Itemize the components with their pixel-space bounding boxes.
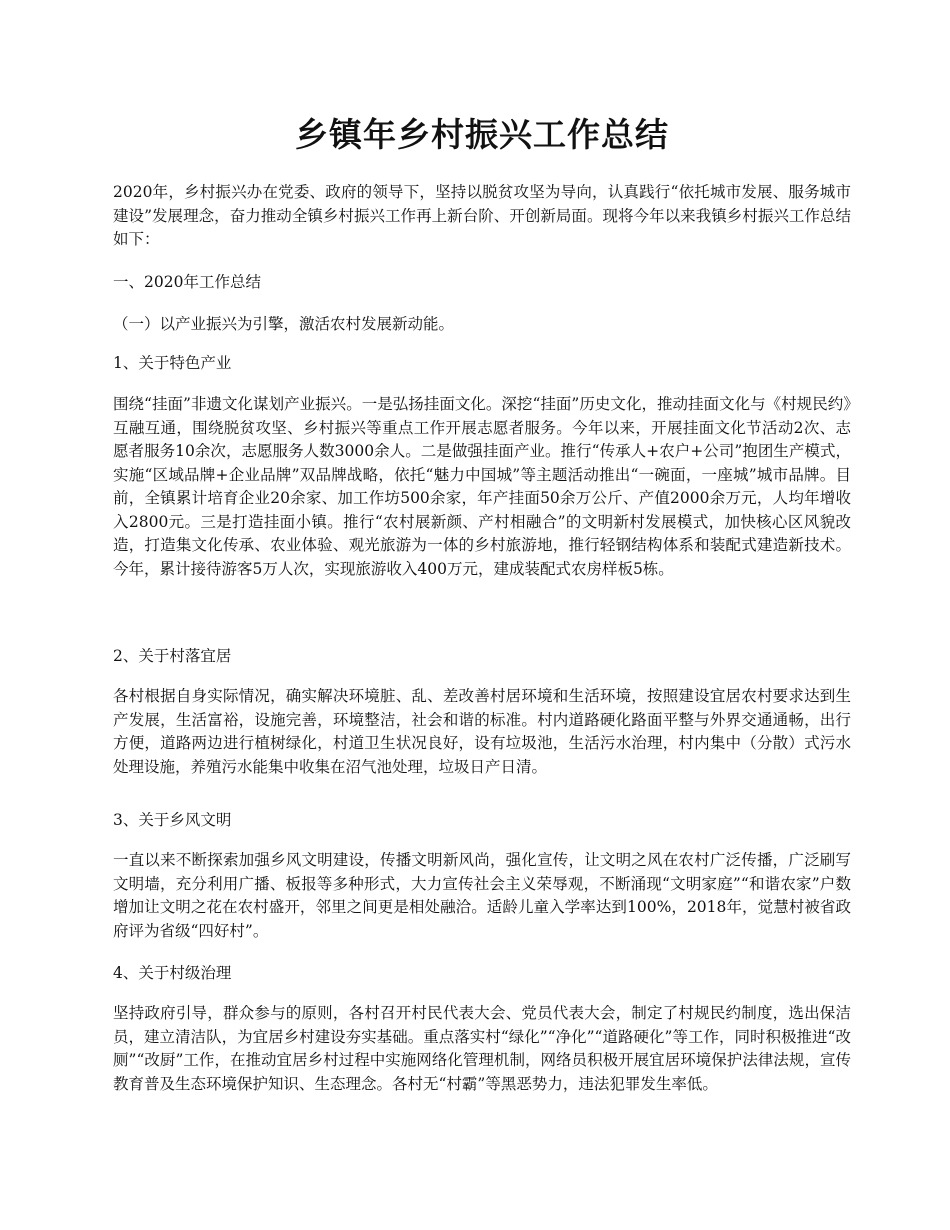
item-body-2: 各村根据自身实际情况，确实解决环境脏、乱、差改善村居环境和生活环境，按照建设宜居农村要求达到生产发展，生活富裕，设施完善，环境整洁，社会和谐的标准。村内道路硬化路面平整与外界交通通畅，出行方便，道路两边进行植树绿化，村道卫生状况良好，设有垃圾池，生活污水治理，村内集中（分散）式污水处理设施，养殖污水能集中收集在沼气池处理，垃圾日产日清。 bbox=[113, 687, 851, 776]
item-body-1: 围绕“挂面”非遗文化谋划产业振兴。一是弘扬挂面文化。深挖“挂面”历史文化，推动挂面文化与《村规民约》互融互通，围绕脱贫攻坚、乡村振兴等重点工作开展志愿者服务。今年以来，开展挂面文化节活动2次、志愿者服务10余次，志愿服务人数3000余人。二是做强挂面产业。推行“传承人+农户+公司”抱团生产模式，实施“区域品牌+企业品牌”双品牌战略，依托“魅力中国城”等主题活动推出“一碗面，一座城”城市品牌。目前，全镇累计培育企业20余家、加工作坊500余家，年产挂面50余万公斤、产值2000余万元，人均年增收入2800元。三是打造挂面小镇。推行“农村展新颜、产村相融合”的文明新村发展模式，加快核心区风貌改造，打造集文化传承、农业体验、观光旅游为一体的乡村旅游地，推行轻钢结构体系和装配式建造新技术。今年，累计接待游客5万人次，实现旅游收入400万元，建成装配式农房样板5栋。 bbox=[113, 395, 851, 578]
subsection-heading-1: （一）以产业振兴为引擎，激活农村发展新动能。 bbox=[113, 315, 455, 333]
item-heading-3: 3、关于乡风文明 bbox=[113, 811, 232, 829]
intro-paragraph: 2020年，乡村振兴办在党委、政府的领导下，坚持以脱贫攻坚为导向，认真践行“依托城市发展、服务城市建设”发展理念，奋力推动全镇乡村振兴工作再上新台阶、开创新局面。现将今年以来我镇乡村振兴工作总结如下： bbox=[113, 183, 851, 248]
document-title: 乡镇年乡村振兴工作总结 bbox=[295, 115, 669, 154]
item-body-4: 坚持政府引导，群众参与的原则，各村召开村民代表大会、党员代表大会，制定了村规民约制度，选出保洁员，建立清洁队，为宜居乡村建设夯实基础。重点落实村“绿化”“净化”“道路硬化”等工作，同时积极推进“改厕”“改厨”工作，在推动宜居乡村过程中实施网络化管理机制，网络员积极开展宜居环境保护法律法规，宣传教育普及生态环境保护知识、生态理念。各村无“村霸”等黑恶势力，违法犯罪发生率低。 bbox=[113, 1004, 851, 1093]
item-heading-4: 4、关于村级治理 bbox=[113, 964, 232, 982]
section-heading-1: 一、2020年工作总结 bbox=[113, 273, 261, 291]
item-heading-2: 2、关于村落宜居 bbox=[113, 647, 232, 665]
item-heading-1: 1、关于特色产业 bbox=[113, 354, 232, 372]
item-body-3: 一直以来不断探索加强乡风文明建设，传播文明新风尚，强化宣传，让文明之风在农村广泛传播，广泛刷写文明墙，充分利用广播、板报等多种形式，大力宣传社会主义荣辱观，不断涌现“文明家庭”“和谐农家”户数增加让文明之花在农村盛开，邻里之间更是相处融洽。适龄儿童入学率达到100%，2018年，觉慧村被省政府评为省级“四好村”。 bbox=[113, 851, 851, 940]
